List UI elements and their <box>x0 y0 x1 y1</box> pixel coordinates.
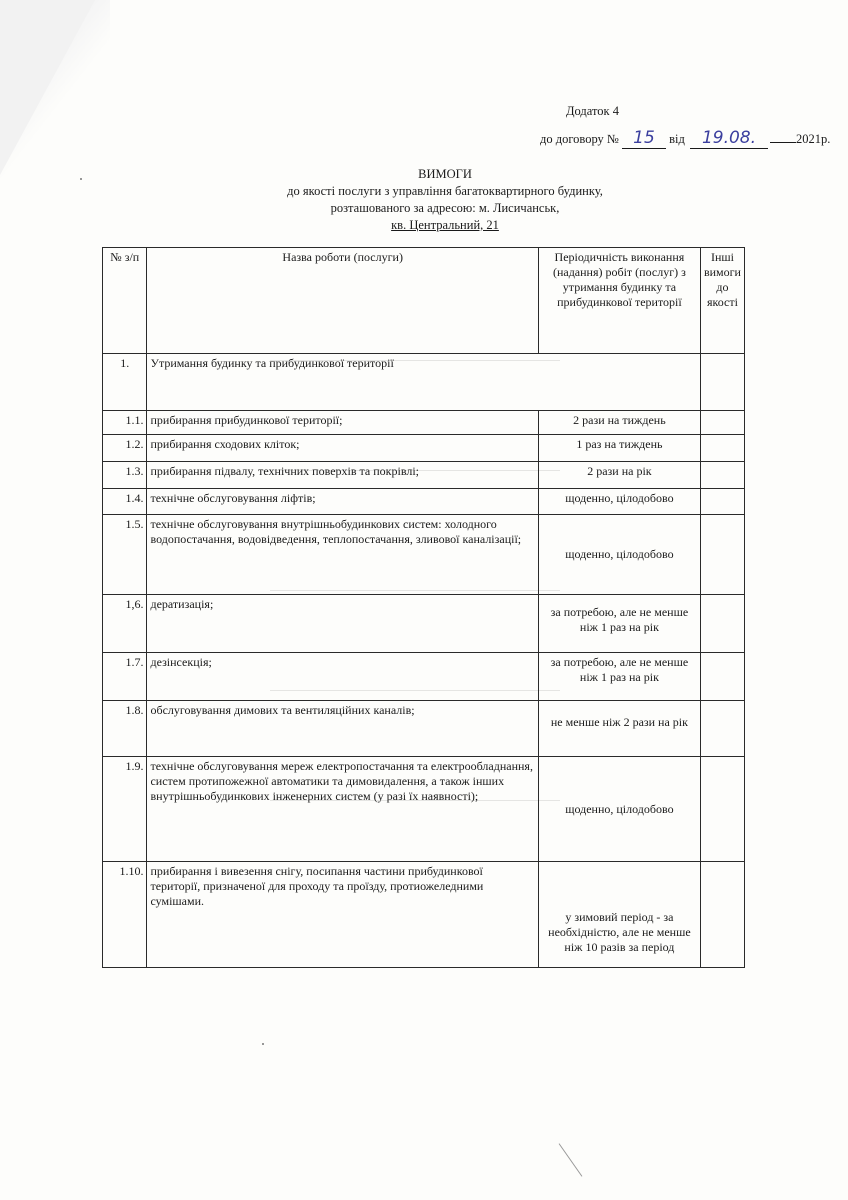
row-name: дезінсекція; <box>147 653 538 701</box>
table-row <box>103 653 745 701</box>
section-row <box>103 354 745 411</box>
table-row <box>103 515 745 595</box>
row-other <box>700 653 744 701</box>
title-line-1: до якості послуги з управління багатоквартирного будинку, <box>287 184 603 198</box>
row-num: 1.8. <box>103 701 147 757</box>
row-name: прибирання і вивезення снігу, посипання частини прибудинкової території, призначеної для проходу та проїзду, протиожеледними сумішами. <box>147 862 538 968</box>
requirements-table <box>102 247 745 968</box>
row-other <box>700 595 744 653</box>
row-num: 1.9. <box>103 757 147 862</box>
contract-prefix: до договору № <box>540 132 619 146</box>
row-periodicity: 1 раз на тиждень <box>538 435 700 462</box>
row-periodicity: за потребою, але не менше ніж 1 раз на рік <box>538 595 700 653</box>
row-name: прибирання підвалу, технічних поверхів та покрівлі; <box>147 462 538 489</box>
header-periodicity: Періодичність виконання (надання) робіт (послуг) з утримання будинку та прибудинкової території <box>538 248 700 354</box>
title-heading: ВИМОГИ <box>418 167 472 181</box>
table-header-row <box>103 248 745 354</box>
row-name: дератизація; <box>147 595 538 653</box>
row-name: технічне обслуговування ліфтів; <box>147 489 538 515</box>
table-row <box>103 757 745 862</box>
year-suffix: 2021р. <box>796 132 831 146</box>
row-periodicity: щоденно, цілодобово <box>538 515 700 595</box>
row-num: 1,6. <box>103 595 147 653</box>
table-row <box>103 411 745 435</box>
title-line-2: розташованого за адресою: м. Лисичанськ, <box>330 201 560 215</box>
row-name: прибирання прибудинкової території; <box>147 411 538 435</box>
section-num: 1. <box>103 354 147 411</box>
date-prefix: від <box>669 132 685 146</box>
table-row <box>103 862 745 968</box>
appendix-label: Додаток 4 <box>566 104 619 118</box>
contract-date: 19.08. <box>690 128 768 149</box>
table-row <box>103 489 745 515</box>
table-row <box>103 462 745 489</box>
row-periodicity: 2 рази на тиждень <box>538 411 700 435</box>
row-periodicity: за потребою, але не менше ніж 1 раз на рік <box>538 653 700 701</box>
row-num: 1.1. <box>103 411 147 435</box>
row-num: 1.2. <box>103 435 147 462</box>
title-address: кв. Центральний, 21 <box>391 218 499 232</box>
row-name: технічне обслуговування мереж електропостачання та електрообладнання, систем протипожежної автоматики та димовидалення, а також інших внутрішньобудинкових інженерних систем (у разі їх наявності); <box>147 757 538 862</box>
row-num: 1.5. <box>103 515 147 595</box>
document-title <box>230 166 660 234</box>
scan-speck <box>80 178 82 180</box>
table-row <box>103 701 745 757</box>
row-num: 1.3. <box>103 462 147 489</box>
row-other <box>700 462 744 489</box>
page-fold <box>0 0 95 175</box>
row-other <box>700 489 744 515</box>
section-title: Утримання будинку та прибудинкової території <box>147 354 700 411</box>
date-blank <box>770 142 796 143</box>
header-name: Назва роботи (послуги) <box>147 248 538 354</box>
row-name: обслуговування димових та вентиляційних каналів; <box>147 701 538 757</box>
row-periodicity: у зимовий період - за необхідністю, але не менше ніж 10 разів за період <box>538 862 700 968</box>
row-num: 1.7. <box>103 653 147 701</box>
row-other <box>700 862 744 968</box>
contract-number: 15 <box>622 128 666 149</box>
row-other <box>700 435 744 462</box>
row-other <box>700 701 744 757</box>
row-other <box>700 411 744 435</box>
header-other: Інші вимоги до якості <box>700 248 744 354</box>
row-periodicity: 2 рази на рік <box>538 462 700 489</box>
pen-stroke <box>559 1143 583 1176</box>
table-row <box>103 435 745 462</box>
row-other <box>700 757 744 862</box>
row-periodicity: не менше ніж 2 рази на рік <box>538 701 700 757</box>
row-name: прибирання сходових кліток; <box>147 435 538 462</box>
row-periodicity: щоденно, цілодобово <box>538 489 700 515</box>
header-num: № з/п <box>103 248 147 354</box>
row-name: технічне обслуговування внутрішньобудинкових систем: холодного водопостачання, водовідведення, теплопостачання, зливової каналізації; <box>147 515 538 595</box>
section-other <box>700 354 744 411</box>
contract-reference <box>540 128 830 149</box>
row-num: 1.10. <box>103 862 147 968</box>
table-row <box>103 595 745 653</box>
row-other <box>700 515 744 595</box>
row-num: 1.4. <box>103 489 147 515</box>
row-periodicity: щоденно, цілодобово <box>538 757 700 862</box>
scan-speck <box>262 1043 264 1045</box>
